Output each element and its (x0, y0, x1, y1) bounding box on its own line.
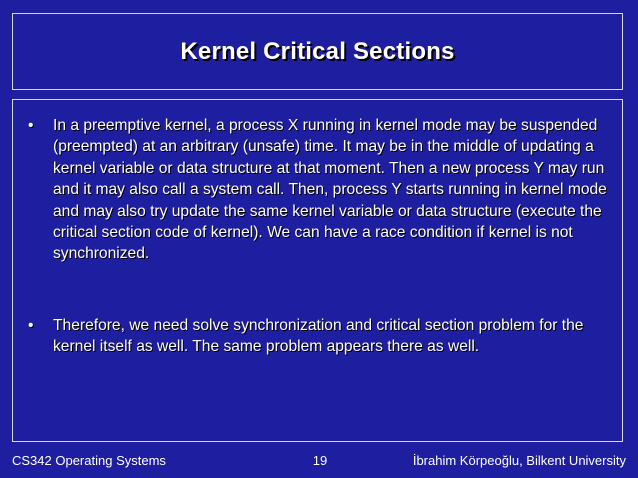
bullet-item (28, 315, 616, 358)
bullet-marker: • (28, 117, 34, 134)
content-box (12, 99, 623, 442)
footer-author: İbrahim Körpeoğlu, Bilkent University (412, 453, 626, 468)
bullet-marker: • (28, 317, 34, 334)
bullet-text: In a preemptive kernel, a process X running in kernel mode may be suspended (preempted) at an arbitrary (unsafe) time. It may be in the middle of updating a kernel variable or data structure at that moment. Then a new process Y may run and it may also call a system call. Then, process Y starts running in kernel mode and may also try update the same kernel variable or data structure (execute the critical section code of kernel). We can have a race condition if kernel is not synchronized. (53, 117, 607, 263)
title-box (12, 13, 623, 90)
bullet-item (28, 115, 616, 265)
footer-page-number: 19 (312, 453, 328, 468)
footer-course: CS342 Operating Systems (12, 453, 166, 468)
bullet-text: Therefore, we need solve synchronization and critical section problem for the kernel itself as well. The same problem appears there as well. (53, 317, 584, 356)
slide-title: Kernel Critical Sections (180, 38, 455, 65)
